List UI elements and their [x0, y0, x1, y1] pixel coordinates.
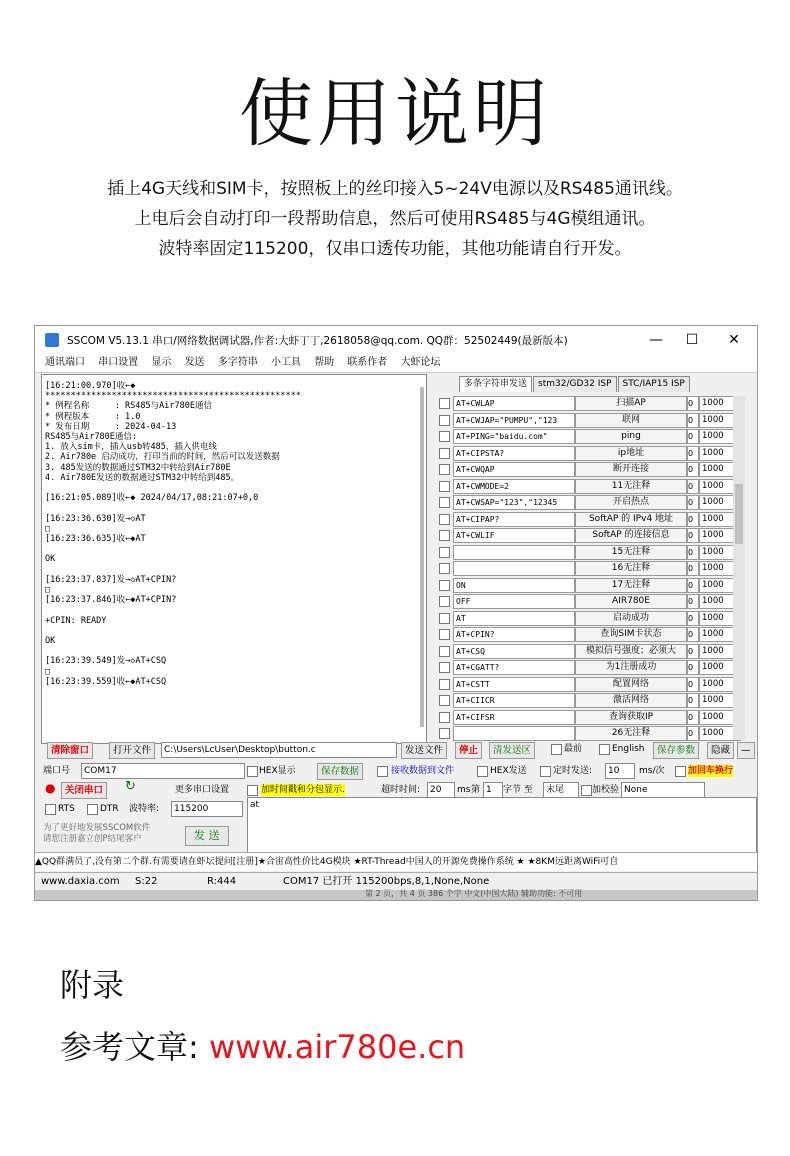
- row-delay-input[interactable]: 1000: [699, 396, 741, 411]
- row-send-button[interactable]: 16无注释: [575, 561, 687, 576]
- row-order-input[interactable]: 0: [687, 578, 699, 593]
- row-order-input[interactable]: 0: [687, 528, 699, 543]
- row-checkbox[interactable]: [439, 679, 450, 690]
- port-select[interactable]: COM17: [81, 763, 245, 779]
- open-file-button[interactable]: 打开文件: [109, 742, 155, 759]
- topmost-label: 最前: [564, 744, 583, 754]
- multi-string-row: [435, 429, 747, 443]
- row-checkbox[interactable]: [439, 646, 450, 657]
- row-checkbox[interactable]: [439, 514, 450, 525]
- row-order-input[interactable]: 0: [687, 693, 699, 708]
- row-command-input[interactable]: AT+CSQ: [453, 644, 575, 659]
- row-order-input[interactable]: 0: [687, 512, 699, 527]
- menu-contact[interactable]: 联系作者: [347, 357, 388, 368]
- row-command-input[interactable]: AT+CWQAP: [453, 462, 575, 477]
- checksum-label: 加校验: [592, 785, 620, 795]
- multi-string-row: [435, 396, 747, 410]
- intro-text: [0, 174, 790, 264]
- window-titlebar: [35, 326, 757, 354]
- interval-unit: ms/次: [639, 766, 665, 776]
- byte-to-label: 字节 至: [503, 785, 533, 795]
- reference-label: 参考文章:: [60, 1028, 209, 1066]
- row-command-input[interactable]: [453, 545, 575, 560]
- row-command-input[interactable]: AT+CGATT?: [453, 660, 575, 675]
- hex-show-checkbox[interactable]: [247, 766, 258, 777]
- row-order-input[interactable]: 0: [687, 710, 699, 725]
- log-scrollbar[interactable]: [420, 387, 424, 727]
- send-button[interactable]: 发 送: [185, 826, 229, 846]
- multi-string-row: [435, 528, 747, 542]
- multi-string-row: [435, 677, 747, 691]
- app-icon: [45, 333, 59, 347]
- row-checkbox[interactable]: [439, 415, 450, 426]
- row-send-button[interactable]: 激活网络: [575, 693, 687, 708]
- row-send-button[interactable]: 查询SIM卡状态: [575, 627, 687, 642]
- promo-text[interactable]: 为了更好地发展SSCOM软件 请您注册嘉立创P结尾客户: [43, 823, 151, 844]
- row-send-button[interactable]: 断开连接: [575, 462, 687, 477]
- row-order-input[interactable]: 0: [687, 611, 699, 626]
- row-send-button[interactable]: 为1注册成功: [575, 660, 687, 675]
- row-delay-input[interactable]: 1000: [699, 446, 741, 461]
- multi-string-row: [435, 693, 747, 707]
- maximize-button[interactable]: ☐: [685, 332, 699, 348]
- row-delay-input[interactable]: 1000: [699, 512, 741, 527]
- row-delay-input[interactable]: 1000: [699, 413, 741, 428]
- hex-show-label: HEX显示: [259, 766, 296, 776]
- timed-send-checkbox[interactable]: [540, 766, 551, 777]
- multi-string-row: [435, 462, 747, 476]
- menu-tools[interactable]: 小工具: [270, 357, 301, 368]
- timestamp-label: 加时间戳和分包显示.: [261, 785, 345, 795]
- row-send-button[interactable]: 11无注释: [575, 479, 687, 494]
- multi-string-row: [435, 479, 747, 493]
- news-ticker[interactable]: ▲QQ群满员了,没有第二个群.有需要请在虾坛提问[注册]★合宙高性价比4G模块 ★RT-Thread中国人的开源免费操作系统 ★ ★8KM远距离WiFi可自: [35, 852, 757, 871]
- row-checkbox[interactable]: [439, 481, 450, 492]
- window-title: SSCOM V5.13.1 串口/网络数据调试器,作者:大虾丁丁,2618058@qq.com. QQ群：52502449(最新版本): [67, 335, 568, 347]
- intro-line-2: 上电后会自动打印一段帮助信息，然后可使用RS485与4G模组通讯。: [134, 209, 656, 229]
- row-checkbox[interactable]: [439, 563, 450, 574]
- row-order-input[interactable]: 0: [687, 479, 699, 494]
- row-order-input[interactable]: 0: [687, 627, 699, 642]
- menu-serial-settings[interactable]: 串口设置: [98, 357, 139, 368]
- row-send-button[interactable]: 联网: [575, 413, 687, 428]
- hex-send-label: HEX发送: [490, 766, 527, 776]
- status-sent: S:22: [135, 876, 158, 887]
- row-send-button[interactable]: ping: [575, 429, 687, 444]
- tab-bar: [459, 376, 691, 392]
- checksum-select[interactable]: None: [621, 782, 705, 798]
- intro-line-1: 插上4G天线和SIM卡，按照板上的丝印接入5~24V电源以及RS485通讯线。: [107, 179, 683, 199]
- row-delay-input[interactable]: 1000: [699, 561, 741, 576]
- menu-send[interactable]: 发送: [184, 357, 205, 368]
- save-params-button[interactable]: 保存参数: [653, 742, 699, 759]
- timed-send-label: 定时发送:: [553, 766, 593, 776]
- word-status-text: 第 2 页，共 4 页 386 个字 中文(中国大陆) 辅助功能: 不可用: [365, 889, 583, 898]
- interval-input[interactable]: 10: [605, 763, 635, 779]
- row-command-input[interactable]: AT+CIPSTA?: [453, 446, 575, 461]
- menu-forum[interactable]: 大虾论坛: [400, 357, 441, 368]
- row-order-input[interactable]: 0: [687, 429, 699, 444]
- close-port-button[interactable]: 关闭串口: [61, 782, 107, 799]
- row-delay-input[interactable]: 1000: [699, 660, 741, 675]
- status-received: R:444: [207, 876, 237, 887]
- tab-stc-isp[interactable]: STC/IAP15 ISP: [618, 376, 690, 392]
- multi-string-row: [435, 578, 747, 592]
- row-command-input[interactable]: AT+CSTT: [453, 677, 575, 692]
- row-delay-input[interactable]: 1000: [699, 578, 741, 593]
- row-command-input[interactable]: AT+CWMODE=2: [453, 479, 575, 494]
- row-checkbox[interactable]: [439, 613, 450, 624]
- row-delay-input[interactable]: 1000: [699, 644, 741, 659]
- row-command-input[interactable]: AT+CWSAP="123","12345: [453, 495, 575, 510]
- row-send-button[interactable]: 扫描AP: [575, 396, 687, 411]
- row-send-button[interactable]: SoftAP 的连接信息: [575, 528, 687, 543]
- multi-string-row: [435, 611, 747, 625]
- hex-send-checkbox[interactable]: [477, 766, 488, 777]
- multi-string-table: [435, 396, 747, 744]
- row-delay-input[interactable]: 1000: [699, 594, 741, 609]
- tab-multi-string[interactable]: 多条字符串发送: [459, 376, 532, 392]
- status-site[interactable]: www.daxia.com: [41, 876, 120, 887]
- row-command-input[interactable]: AT+CWJAP="PUMPU","123: [453, 413, 575, 428]
- row-delay-input[interactable]: 1000: [699, 710, 741, 725]
- more-settings-button[interactable]: 更多串口设置: [175, 785, 230, 795]
- row-send-button[interactable]: 17无注释: [575, 578, 687, 593]
- menu-port[interactable]: 通讯端口: [45, 357, 85, 368]
- row-checkbox[interactable]: [439, 580, 450, 591]
- menu-bar: [35, 354, 757, 373]
- row-command-input[interactable]: AT+CPIN?: [453, 627, 575, 642]
- row-send-button[interactable]: ip地址: [575, 446, 687, 461]
- row-order-input[interactable]: 0: [687, 446, 699, 461]
- row-command-input[interactable]: AT+CWLAP: [453, 396, 575, 411]
- row-send-button[interactable]: 启动成功: [575, 611, 687, 626]
- row-send-button[interactable]: 模拟信号强度；必须大: [575, 644, 687, 659]
- multi-string-panel: [429, 374, 753, 744]
- multi-string-row: [435, 594, 747, 608]
- clear-window-button[interactable]: 清除窗口: [47, 742, 93, 759]
- rts-checkbox[interactable]: [45, 804, 56, 815]
- close-button[interactable]: ✕: [728, 332, 740, 348]
- row-command-input[interactable]: AT+PING="baidu.com": [453, 429, 575, 444]
- multi-string-row: [435, 413, 747, 427]
- row-order-input[interactable]: 0: [687, 644, 699, 659]
- clear-send-button[interactable]: 清发送区: [489, 742, 535, 759]
- multi-string-row: [435, 561, 747, 575]
- status-port: COM17 已打开 115200bps,8,1,None,None: [283, 876, 490, 887]
- hide-button[interactable]: 隐藏: [707, 742, 734, 759]
- recv-to-file-label: 接收数据到文件: [391, 766, 455, 776]
- row-checkbox[interactable]: [439, 712, 450, 723]
- table-scroll-thumb[interactable]: [735, 484, 743, 544]
- row-command-input[interactable]: AT+CWLIF: [453, 528, 575, 543]
- row-command-input[interactable]: AT: [453, 611, 575, 626]
- row-send-button[interactable]: SoftAP 的 IPv4 地址: [575, 512, 687, 527]
- baud-select[interactable]: 115200: [171, 801, 243, 817]
- control-row-1: [35, 762, 757, 780]
- byte-end-select[interactable]: 末尾: [543, 782, 579, 798]
- timeout-label: 超时时间:: [381, 785, 421, 795]
- row-delay-input[interactable]: 1000: [699, 627, 741, 642]
- appendix-title: 附录: [60, 966, 125, 1004]
- intro-line-3: 波特率固定115200，仅串口透传功能，其他功能请自行开发。: [158, 239, 632, 259]
- receive-log-panel[interactable]: [41, 374, 427, 744]
- row-checkbox[interactable]: [439, 497, 450, 508]
- row-send-button[interactable]: 查询获取IP: [575, 710, 687, 725]
- row-checkbox[interactable]: [439, 596, 450, 607]
- reference-line: [60, 1022, 465, 1068]
- row-order-input[interactable]: 0: [687, 561, 699, 576]
- record-icon: ●: [45, 781, 56, 795]
- row-order-input[interactable]: 0: [687, 396, 699, 411]
- row-command-input[interactable]: [453, 561, 575, 576]
- row-send-button[interactable]: 开启热点: [575, 495, 687, 510]
- row-delay-input[interactable]: 1000: [699, 462, 741, 477]
- multi-string-row: [435, 660, 747, 674]
- multi-string-row: [435, 545, 747, 559]
- dtr-label: DTR: [100, 804, 119, 814]
- refresh-icon[interactable]: ↻: [125, 779, 136, 794]
- menu-multi-string[interactable]: 多字符串: [217, 357, 258, 368]
- row-order-input[interactable]: 0: [687, 726, 699, 741]
- row-order-input[interactable]: 0: [687, 594, 699, 609]
- row-order-input[interactable]: 0: [687, 545, 699, 560]
- row-delay-input[interactable]: 1000: [699, 495, 741, 510]
- row-delay-input[interactable]: 1000: [699, 545, 741, 560]
- collapse-button[interactable]: —: [737, 742, 755, 759]
- row-order-input[interactable]: 0: [687, 495, 699, 510]
- row-command-input[interactable]: AT+CIPAP?: [453, 512, 575, 527]
- rts-label: RTS: [58, 804, 75, 814]
- multi-string-row: [435, 446, 747, 460]
- row-order-input[interactable]: 0: [687, 677, 699, 692]
- row-delay-input[interactable]: 1000: [699, 528, 741, 543]
- row-checkbox[interactable]: [439, 464, 450, 475]
- table-scrollbar[interactable]: [733, 396, 745, 740]
- recv-to-file-checkbox[interactable]: [377, 766, 388, 777]
- row-command-input[interactable]: ON: [453, 578, 575, 593]
- row-send-button[interactable]: 26无注释: [575, 726, 687, 741]
- page-label: 第: [471, 785, 481, 795]
- multi-string-row: [435, 495, 747, 509]
- tab-stm32-isp[interactable]: stm32/GD32 ISP: [533, 376, 616, 392]
- stop-button[interactable]: 停止: [455, 742, 482, 759]
- dtr-checkbox[interactable]: [87, 804, 98, 815]
- multi-string-row: [435, 627, 747, 641]
- multi-string-row: [435, 644, 747, 658]
- multi-string-row: [435, 726, 747, 740]
- ms-label: ms: [457, 785, 471, 795]
- row-command-input[interactable]: AT+CIICR: [453, 693, 575, 708]
- reference-link[interactable]: www.air780e.cn: [208, 1028, 466, 1066]
- row-command-input[interactable]: AT+CIFSR: [453, 710, 575, 725]
- row-checkbox[interactable]: [439, 398, 450, 409]
- save-data-button[interactable]: 保存数据: [317, 763, 363, 780]
- row-command-input[interactable]: [453, 726, 575, 741]
- row-delay-input[interactable]: 1000: [699, 479, 741, 494]
- row-send-button[interactable]: 15无注释: [575, 545, 687, 560]
- english-label: English: [612, 744, 645, 754]
- sscom-screenshot: [34, 325, 758, 901]
- row-order-input[interactable]: 0: [687, 413, 699, 428]
- row-delay-input[interactable]: 1000: [699, 429, 741, 444]
- row-checkbox[interactable]: [439, 629, 450, 640]
- crlf-label: 加回车换行: [688, 766, 734, 776]
- row-checkbox[interactable]: [439, 728, 450, 739]
- row-delay-input[interactable]: 1000: [699, 726, 741, 741]
- timestamp-checkbox[interactable]: [247, 785, 258, 796]
- row-checkbox[interactable]: [439, 448, 450, 459]
- file-path-input[interactable]: C:\Users\LcUser\Desktop\button.c: [161, 742, 397, 758]
- toolbar: [35, 740, 757, 760]
- minimize-button[interactable]: —: [649, 332, 663, 348]
- row-order-input[interactable]: 0: [687, 660, 699, 675]
- menu-display[interactable]: 显示: [151, 357, 172, 368]
- checksum-checkbox[interactable]: [581, 785, 592, 796]
- row-delay-input[interactable]: 1000: [699, 693, 741, 708]
- row-checkbox[interactable]: [439, 662, 450, 673]
- row-delay-input[interactable]: 1000: [699, 611, 741, 626]
- row-order-input[interactable]: 0: [687, 462, 699, 477]
- topmost-checkbox[interactable]: [551, 744, 562, 755]
- row-checkbox[interactable]: [439, 431, 450, 442]
- receive-log-text: [16:21:00.970]收←◆ ************************************************** * 例程名称 : RS485与Air780E通信 * 例程版本 : 1.0 * 发布日期 : 2024-04-13 RS485与Air780E通信: 1. 放入sim卡，插入usb转485，插入供电线 2. Air780e 启动成功，打印当前的时间，然后可以发送数据 3. 485发送的数据通过STM32中转给到Air780E 4. Air780E发送的数据通过STM32中转给到485。 [16:21:05.089]收←◆ 2024/04/17,08:21:07+0,0 [16:23:36.630]发→◇AT □ [16:23:36.635]收←◆AT OK [16:23:37.837]发→◇AT+CPIN? □ [16:23:37.846]收←◆AT+CPIN? +CPIN: READY OK [16:23:39.549]发→◇AT+CSQ □ [16:23:39.559]收←◆AT+CSQ: [45, 381, 301, 687]
- send-textarea[interactable]: at: [247, 797, 757, 855]
- row-send-button[interactable]: AIR780E: [575, 594, 687, 609]
- crlf-checkbox[interactable]: [675, 766, 686, 777]
- port-label: 端口号: [43, 766, 71, 776]
- byte-start-input[interactable]: 1: [483, 782, 503, 798]
- english-checkbox[interactable]: [599, 744, 610, 755]
- row-checkbox[interactable]: [439, 547, 450, 558]
- baud-label: 波特率:: [129, 804, 160, 814]
- row-checkbox[interactable]: [439, 530, 450, 541]
- timeout-input[interactable]: 20: [427, 782, 455, 798]
- row-command-input[interactable]: OFF: [453, 594, 575, 609]
- menu-help[interactable]: 帮助: [314, 357, 335, 368]
- page-title: 使用说明: [239, 71, 551, 157]
- send-file-button[interactable]: 发送文件: [401, 742, 447, 759]
- multi-string-row: [435, 512, 747, 526]
- multi-string-row: [435, 710, 747, 724]
- row-checkbox[interactable]: [439, 695, 450, 706]
- row-send-button[interactable]: 配置网络: [575, 677, 687, 692]
- control-row-3: [35, 800, 245, 818]
- word-status-strip: [35, 890, 757, 900]
- row-delay-input[interactable]: 1000: [699, 677, 741, 692]
